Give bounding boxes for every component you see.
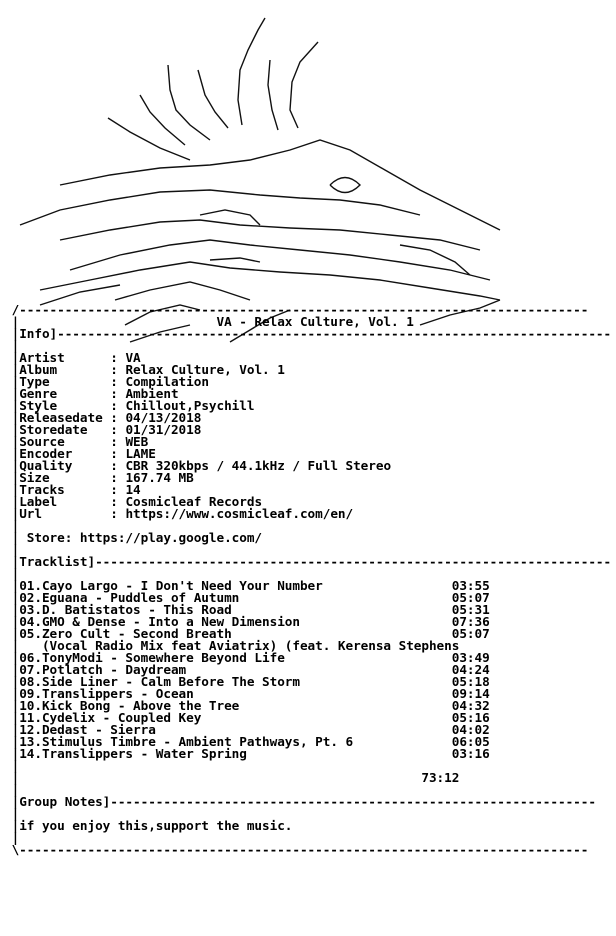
track-title: 08.Side Liner - Calm Before The Storm (19, 674, 300, 689)
track-time: 03:49 (451, 650, 490, 665)
info-value: Chillout,Psychill (125, 398, 255, 413)
track-time: 05:31 (451, 602, 490, 617)
info-row: |Size : 167.74 MB (4, 470, 194, 485)
info-key: Style (19, 398, 58, 413)
info-pad: : (41, 506, 126, 521)
info-key: Storedate (19, 422, 88, 437)
store-row: | Store: https://play.google.com/ (4, 530, 263, 545)
info-header: |Info]------------------------------------------------------------------------- (4, 326, 612, 341)
track-time: 03:16 (451, 746, 490, 761)
total-row: | 73:12 (4, 770, 460, 785)
info-row: |Url : https://www.cosmicleaf.com/en/ (4, 506, 354, 521)
info-pad: : (64, 482, 126, 497)
info-value: 01/31/2018 (125, 422, 202, 437)
info-value: VA (125, 350, 141, 365)
info-pad: : (57, 494, 126, 509)
info-pad: : (64, 434, 126, 449)
track-title: 02.Eguana - Puddles of Autumn (19, 590, 240, 605)
info-key: Url (19, 506, 42, 521)
total-time: 73:12 (421, 770, 460, 785)
info-key: Releasedate (19, 410, 103, 425)
info-value: Cosmicleaf Records (125, 494, 263, 509)
top-border: /--------------------------------------------------------------------------- (11, 302, 589, 317)
info-row: |Source : WEB (4, 434, 149, 449)
track-time: 04:24 (451, 662, 490, 677)
info-pad: : (57, 398, 126, 413)
info-row: |Storedate : 01/31/2018 (4, 422, 202, 437)
track-row: |03.D. Batistatos - This Road 05:31 (4, 602, 490, 617)
info-row: |Label : Cosmicleaf Records (4, 494, 263, 509)
info-pad: : (64, 350, 126, 365)
info-pad: : (72, 446, 126, 461)
info-pad: : (57, 362, 126, 377)
track-time: 04:32 (451, 698, 490, 713)
info-value: 14 (125, 482, 141, 497)
info-pad: : (49, 374, 126, 389)
track-row: |09.Translippers - Ocean 09:14 (4, 686, 490, 701)
info-section-label: Info (19, 326, 50, 341)
track-row: |02.Eguana - Puddles of Autumn 05:07 (4, 590, 490, 605)
track-row: |06.TonyModi - Somewhere Beyond Life 03:49 (4, 650, 490, 665)
track-title: 01.Cayo Largo - I Don't Need Your Number (19, 578, 323, 593)
track-time: 04:02 (451, 722, 490, 737)
info-row: |Album : Relax Culture, Vol. 1 (4, 362, 285, 377)
track-row: |14.Translippers - Water Spring 03:16 (4, 746, 490, 761)
track-row: |13.Stimulus Timbre - Ambient Pathways, Pt. 6 06:05 (4, 734, 490, 749)
track-title: 07.Potlatch - Daydream (19, 662, 187, 677)
tracklist-table (4, 578, 490, 761)
store-link[interactable]: Store: https://play.google.com/ (26, 530, 263, 545)
info-row: |Tracks : 14 (4, 482, 141, 497)
info-key: Size (19, 470, 50, 485)
track-row: |04.GMO & Dense - Into a New Dimension 07:36 (4, 614, 490, 629)
notes-row: |if you enjoy this,support the music. (4, 818, 293, 833)
track-time: 05:07 (451, 626, 490, 641)
info-pad: : (49, 470, 126, 485)
info-pad: : (102, 410, 126, 425)
track-row: |10.Kick Bong - Above the Tree 04:32 (4, 698, 490, 713)
info-value: WEB (125, 434, 149, 449)
info-value: CBR 320kbps / 44.1kHz / Full Stereo (125, 458, 392, 473)
track-pad (247, 746, 452, 761)
info-pad: : (87, 422, 126, 437)
release-title: VA - Relax Culture, Vol. 1 (216, 314, 414, 329)
info-row: |Releasedate : 04/13/2018 (4, 410, 202, 425)
info-key: Label (19, 494, 58, 509)
track-title: 06.TonyModi - Somewhere Beyond Life (19, 650, 285, 665)
info-key: Encoder (19, 446, 73, 461)
track-row: |01.Cayo Largo - I Don't Need Your Number 03:55 (4, 578, 490, 593)
info-row: |Style : Chillout,Psychill (4, 398, 255, 413)
header-row: | VA - Relax Culture, Vol. 1 (4, 314, 414, 329)
track-time: 06:05 (451, 734, 490, 749)
track-title: 09.Translippers - Ocean (19, 686, 194, 701)
track-title: 13.Stimulus Timbre - Ambient Pathways, Pt. 6 (19, 734, 354, 749)
track-time: 07:36 (451, 614, 490, 629)
tracklist-header: |Tracklist]-------------------------------------------------------------------- (4, 554, 612, 569)
track-row: |05.Zero Cult - Second Breath 05:07 (4, 626, 490, 641)
info-value: 167.74 MB (125, 470, 194, 485)
track-title: 03.D. Batistatos - This Road (19, 602, 232, 617)
track-title: 04.GMO & Dense - Into a New Dimension (19, 614, 300, 629)
track-row: |11.Cydelix - Coupled Key 05:16 (4, 710, 490, 725)
info-table (4, 350, 391, 521)
notes-text: if you enjoy this,support the music. (19, 818, 293, 833)
track-title: 12.Dedast - Sierra (19, 722, 156, 737)
track-time: 09:14 (451, 686, 490, 701)
track-title: 10.Kick Bong - Above the Tree (19, 698, 240, 713)
info-value: 04/13/2018 (125, 410, 202, 425)
notes-section-label: Group Notes (19, 794, 103, 809)
notes-header: |Group Notes]---------------------------------------------------------------- (4, 794, 596, 809)
info-key: Source (19, 434, 65, 449)
info-row: |Quality : CBR 320kbps / 44.1kHz / Full Stereo (4, 458, 392, 473)
info-value[interactable]: https://www.cosmicleaf.com/en/ (125, 506, 354, 521)
track-title: 05.Zero Cult - Second Breath (19, 626, 232, 641)
info-pad: : (72, 458, 126, 473)
info-key: Tracks (19, 482, 65, 497)
track-row: |07.Potlatch - Daydream 04:24 (4, 662, 490, 677)
info-key: Quality (19, 458, 73, 473)
info-key: Type (19, 374, 50, 389)
track-row: | (Vocal Radio Mix feat Aviatrix) (feat. Kerensa Stephens (4, 638, 460, 653)
info-row: |Genre : Ambient (4, 386, 179, 401)
info-row: |Artist : VA (4, 350, 141, 365)
info-value: LAME (125, 446, 156, 461)
bottom-border: \--------------------------------------------------------------------------- (4, 842, 589, 857)
track-title: 11.Cydelix - Coupled Key (19, 710, 202, 725)
info-key: Artist (19, 350, 65, 365)
info-row: |Encoder : LAME (4, 446, 156, 461)
track-row: |12.Dedast - Sierra 04:02 (4, 722, 490, 737)
track-row: |08.Side Liner - Calm Before The Storm 05:18 (4, 674, 490, 689)
track-time: 05:16 (451, 710, 490, 725)
info-key: Album (19, 362, 58, 377)
tracklist-section-label: Tracklist (19, 554, 88, 569)
nfo-document: /--------------------------------------------------------------------------- | VA - Relax Culture, Vol. 1 |Info]------------------------------------------------------------------------- | |Artist : VA |Album : Relax Culture, Vol. 1 |Type : Compilation |Genre : Ambient |Style : Chillout,Psychill |Releasedate : 04/13/2018 |Storedate : 01/31/2018 |Source : WEB |Encoder : LAME |Quality : CBR 320kbps / 44.1kHz / Full Stereo |Size : 167.74 MB |Tracks : 14 |Label : Cosmicleaf Records |Url : https://www.cosmicleaf.com/en/ | | Store: https://play.google.com/ | |Tracklist]-------------------------------------------------------------------- | |01.Cayo Largo - I Don't Need Your Number 03:55 |02.Eguana - Puddles of Autumn 05:07 |03.D. Batistatos - This Road 05:31 |04.GMO & Dense - Into a New Dimension 07:36 |05.Zero Cult - Second Breath 05:07 | (Vocal Radio Mix feat Aviatrix) (feat. Kerensa Stephens |06.TonyModi - Somewhere Beyond Life 03:49 |07.Potlatch - Daydream 04:24 |08.Side Liner - Calm Before The Storm 05:18 |09.Translippers - Ocean 09:14 |10.Kick Bong - Above the Tree 04:32 |11.Cydelix - Coupled Key 05:16 |12.Dedast - Sierra 04:02 |13.Stimulus Timbre - Ambient Pathways, Pt. 6 06:05 |14.Translippers - Water Spring 03:16 | | 73:12 | |Group Notes]---------------------------------------------------------------- | |if you enjoy this,support the music. | \--------------------------------------------------------------------------- (4, 302, 612, 857)
info-value: Compilation (125, 374, 209, 389)
track-title: (Vocal Radio Mix feat Aviatrix) (feat. Kerensa Stephens (19, 638, 460, 653)
info-pad: : (57, 386, 126, 401)
info-value: Ambient (125, 386, 179, 401)
track-time: 05:18 (451, 674, 490, 689)
info-key: Genre (19, 386, 58, 401)
track-title: 14.Translippers - Water Spring (19, 746, 247, 761)
track-time: 05:07 (451, 590, 490, 605)
info-row: |Type : Compilation (4, 374, 209, 389)
track-time: 03:55 (451, 578, 490, 593)
info-value: Relax Culture, Vol. 1 (125, 362, 285, 377)
